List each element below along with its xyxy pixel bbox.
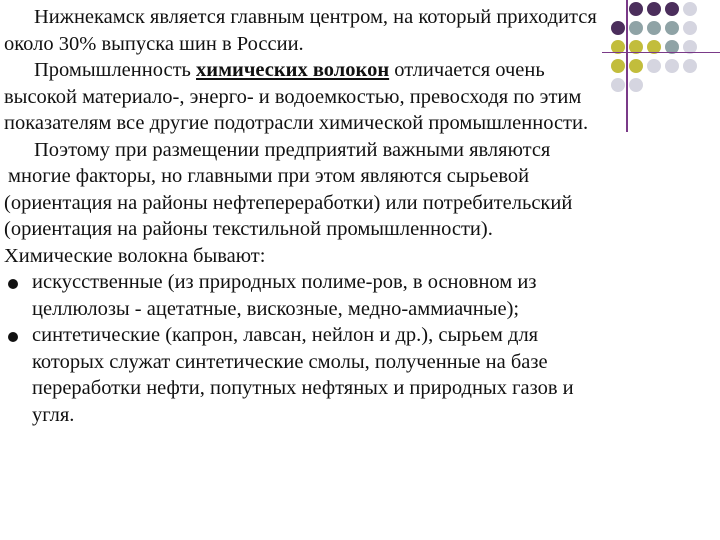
- list-item-line-3: переработки нефти, попутных нефтяных и природных газов и: [32, 377, 574, 399]
- paragraph-2-line-2: высокой материало-, энерго- и водоемкостью, превосходя по этим: [4, 85, 582, 108]
- paragraph-4: Химические волокна бывают:: [4, 244, 266, 267]
- bullet-dot-icon: [8, 279, 18, 289]
- slide-text: [4, 4, 716, 428]
- paragraph-1-line-2: около 30% выпуска шин в России.: [4, 32, 304, 55]
- paragraph-2-line-3: показателям все другие подотрасли химической промышленности.: [4, 112, 589, 134]
- paragraph-3-line-1: Поэтому при размещении предприятий важными являются: [34, 138, 551, 161]
- bullet-dot-icon: [8, 332, 18, 342]
- paragraph-2-text-after: отличается очень: [389, 59, 545, 81]
- paragraph-2-line-1: [4, 57, 716, 84]
- list-item-line-1: искусственные (из природных полиме-ров, в основном из: [32, 271, 537, 293]
- list-item: [4, 269, 716, 296]
- paragraph-2-text-before: Промышленность: [34, 59, 197, 81]
- list-item-line-2: которых служат синтетические смолы, полученные на базе: [32, 350, 548, 373]
- paragraph-1-line-1: Нижнекамск является главным центром, на который приходится: [34, 6, 597, 28]
- list-item-line-2: целлюлозы - ацетатные, вискозные, медно-аммиачные);: [32, 297, 520, 320]
- paragraph-3-line-4: (ориентация на районы текстильной промышленности).: [4, 218, 493, 240]
- chemical-fibers-term: химических волокон: [196, 59, 390, 81]
- list-item-line-1: синтетические (капрон, лавсан, нейлон и др.), сырьем для: [32, 324, 539, 346]
- list-item: [4, 322, 716, 349]
- paragraph-3-line-2: многие факторы, но главными при этом являются сырьевой: [8, 165, 530, 187]
- paragraph-3-line-3: (ориентация на районы нефтепереработки) или потребительский: [4, 191, 573, 214]
- list-item-line-4: угля.: [32, 403, 75, 426]
